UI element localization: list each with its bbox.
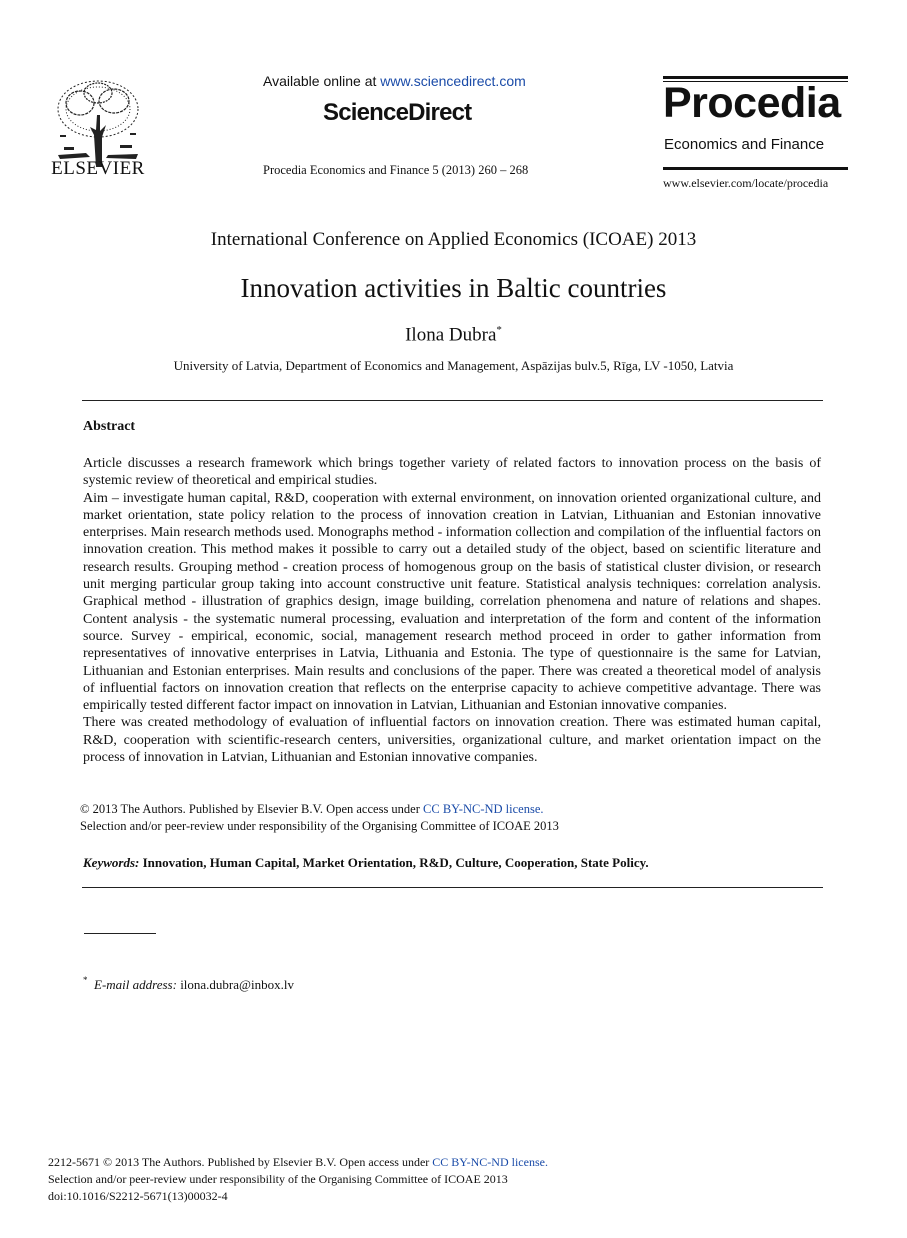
journal-reference: Procedia Economics and Finance 5 (2013) 260 – 268 bbox=[263, 163, 529, 177]
available-prefix: Available online at bbox=[263, 73, 381, 89]
keywords bbox=[83, 855, 649, 871]
top-divider bbox=[82, 400, 823, 401]
affiliation: University of Latvia, Department of Economics and Management, Aspāzijas bulv.5, Rīga, LV -1050, Latvia bbox=[173, 358, 734, 373]
footnote-mark: * bbox=[83, 975, 88, 985]
author-name: Ilona Dubra bbox=[405, 324, 497, 346]
bottom-divider bbox=[82, 887, 823, 888]
procedia-logo: Procedia bbox=[663, 79, 841, 127]
copyright-block bbox=[80, 801, 559, 835]
procedia-subtitle: Economics and Finance bbox=[664, 136, 825, 153]
abstract-body bbox=[83, 455, 821, 766]
issn-copyright: 2212-5671 © 2013 The Authors. Published by Elsevier B.V. Open access under bbox=[48, 1155, 433, 1169]
footnote-rule bbox=[84, 933, 156, 934]
email-address[interactable]: ilona.dubra@inbox.lv bbox=[176, 977, 294, 992]
sciencedirect-logo: ScienceDirect bbox=[323, 99, 472, 126]
author-email-footnote bbox=[83, 975, 294, 993]
elsevier-wordmark: ELSEVIER bbox=[51, 158, 145, 179]
author-footnote-mark: * bbox=[496, 324, 502, 336]
peer-review-text: Selection and/or peer-review under responsibility of the Organising Committee of ICOAE 2013 bbox=[80, 819, 559, 833]
doi[interactable]: doi:10.1016/S2212-5671(13)00032-4 bbox=[48, 1189, 228, 1203]
keywords-value: Innovation, Human Capital, Market Orientation, R&D, Culture, Cooperation, State Policy. bbox=[139, 855, 649, 870]
abstract-paragraph: Article discusses a research framework which brings together variety of related factors to innovation process on the basis of systemic review of theoretical and empirical studies. bbox=[83, 456, 821, 489]
keywords-label: Keywords: bbox=[83, 855, 140, 870]
copyright-text: © 2013 The Authors. Published by Elsevier B.V. Open access under bbox=[80, 802, 424, 816]
sciencedirect-link[interactable]: www.sciencedirect.com bbox=[380, 73, 526, 89]
email-label: E-mail address: bbox=[94, 977, 177, 992]
abstract-paragraph: There was created methodology of evaluation of influential factors on innovation creation. There was estimated human capital, R&D, cooperation with scientific-research centers, universities, organizational culture, and market orientation impact on the process of innovation in Latvian, Lithuanian and Estonian innovative companies. bbox=[83, 715, 821, 766]
procedia-bottom-rule bbox=[663, 167, 848, 170]
abstract-paragraph: Aim – investigate human capital, R&D, cooperation with external environment, on innovation oriented organizational culture, and market orientation, state policy relation to the process of innovation creation in Latvian, Lithuanian and Estonian innovative enterprises. Main research methods used. Monographs method - information collection and compilation of the influential factors on innovation creation. This method makes it possible to carry out a detailed study of the object, based on scientific literature and research results. Grouping method - creation process of homogenous group on the basis of statistical cluster division, or research unit merging particular group taking into account constructive unit feature. Statistical analysis techniques: correlation analysis. Graphical method - illustration of graphics design, image building, correlation phenomena and nature of relations and shapes. Content analysis - the systematic numeral processing, evaluation and interpretation of the form and content of the information source. Survey - empirical, economic, social, management research method proceed in order to gather information from representatives of innovative enterprises in Latvia, Lithuania and Estonia. The type of questionnaire is the same for Latvian, Lithuanian and Estonian enterprises. Main results and conclusions of the paper. There was created a theoretical model of analysis of influential factors on innovation creation that reflects on the enterprise capacity to achieve competitive advantage. There was empirically tested different factor impact on innovation in Latvian, Lithuanian and Estonian innovative companies. bbox=[83, 490, 821, 714]
procedia-url[interactable]: www.elsevier.com/locate/procedia bbox=[663, 176, 829, 190]
footer-peer-review: Selection and/or peer-review under responsibility of the Organising Committee of ICOAE 2013 bbox=[48, 1172, 508, 1186]
footer-license-link[interactable]: CC BY-NC-ND license. bbox=[432, 1155, 548, 1169]
available-online-line bbox=[263, 73, 526, 89]
conference-name: International Conference on Applied Economics (ICOAE) 2013 bbox=[210, 229, 697, 250]
license-link[interactable]: CC BY-NC-ND license. bbox=[423, 802, 544, 816]
abstract-heading: Abstract bbox=[83, 419, 136, 434]
paper-title: Innovation activities in Baltic countries bbox=[240, 273, 667, 303]
author bbox=[0, 324, 907, 346]
page-footer bbox=[48, 1154, 548, 1205]
